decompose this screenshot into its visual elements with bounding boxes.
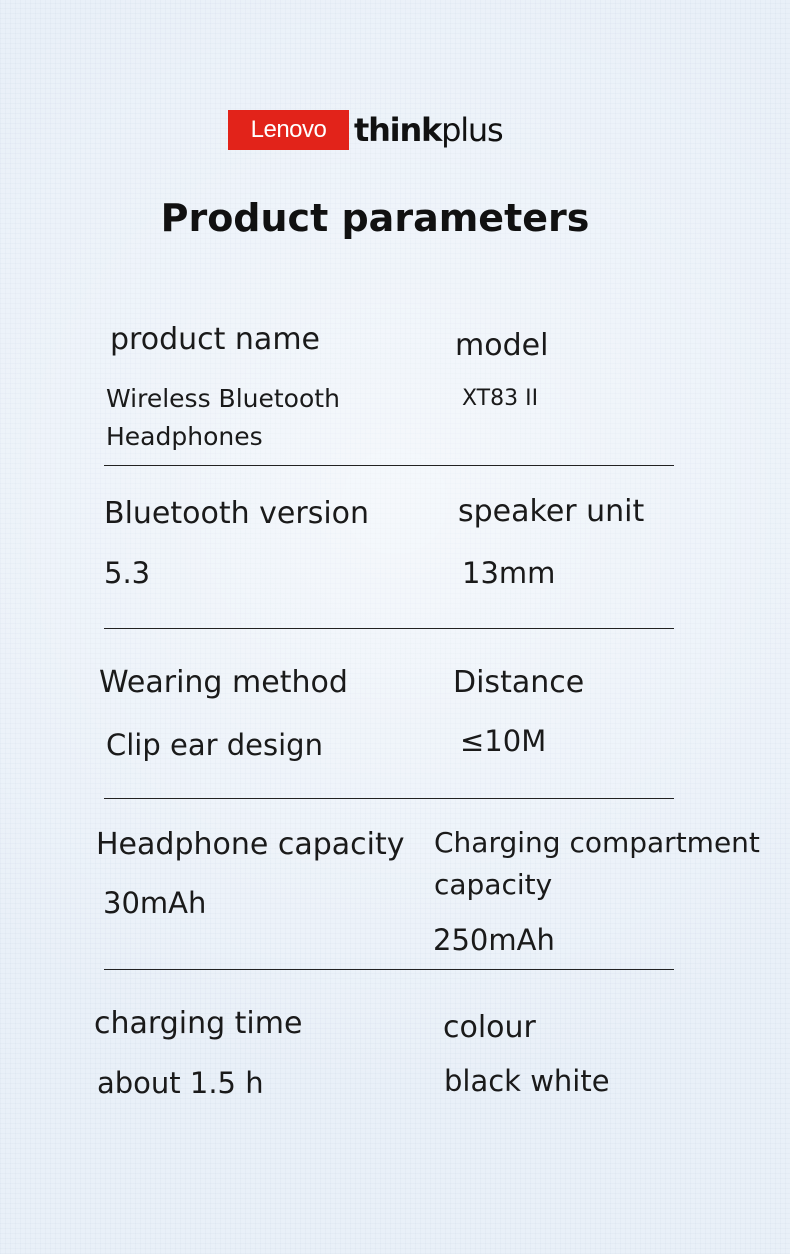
colour-label: colour [443,1010,536,1045]
logo-think-text: think [354,111,442,149]
brand-logo [228,110,502,150]
wearing-method-label: Wearing method [99,665,348,700]
model-label: model [455,328,549,363]
divider [104,465,674,466]
distance-label: Distance [453,665,585,700]
lenovo-logo: Lenovo [228,110,349,150]
speaker-unit-value: 13mm [462,556,556,590]
bluetooth-version-label: Bluetooth version [104,496,370,531]
headphone-capacity-label: Headphone capacity [96,827,405,862]
product-name-value-line2: Headphones [106,422,263,451]
charging-time-label: charging time [94,1006,303,1041]
bluetooth-version-value: 5.3 [104,556,151,590]
thinkplus-logo [354,110,502,150]
product-name-value-line1: Wireless Bluetooth [106,384,340,413]
logo-plus-text: plus [441,111,503,149]
divider [104,628,674,629]
divider [104,969,674,970]
model-value: XT83 II [462,386,539,411]
headphone-capacity-value: 30mAh [103,886,207,920]
wearing-method-value: Clip ear design [106,728,323,762]
charging-compartment-label-line2: capacity [434,868,553,901]
distance-value: ≤10M [460,724,547,758]
page-title: Product parameters [160,196,590,240]
divider [104,798,674,799]
charging-compartment-value: 250mAh [433,923,555,957]
product-name-label: product name [110,322,320,357]
speaker-unit-label: speaker unit [458,494,645,529]
charging-compartment-label-line1: Charging compartment [434,826,760,859]
charging-time-value: about 1.5 h [97,1066,264,1100]
colour-value: black white [444,1064,610,1098]
